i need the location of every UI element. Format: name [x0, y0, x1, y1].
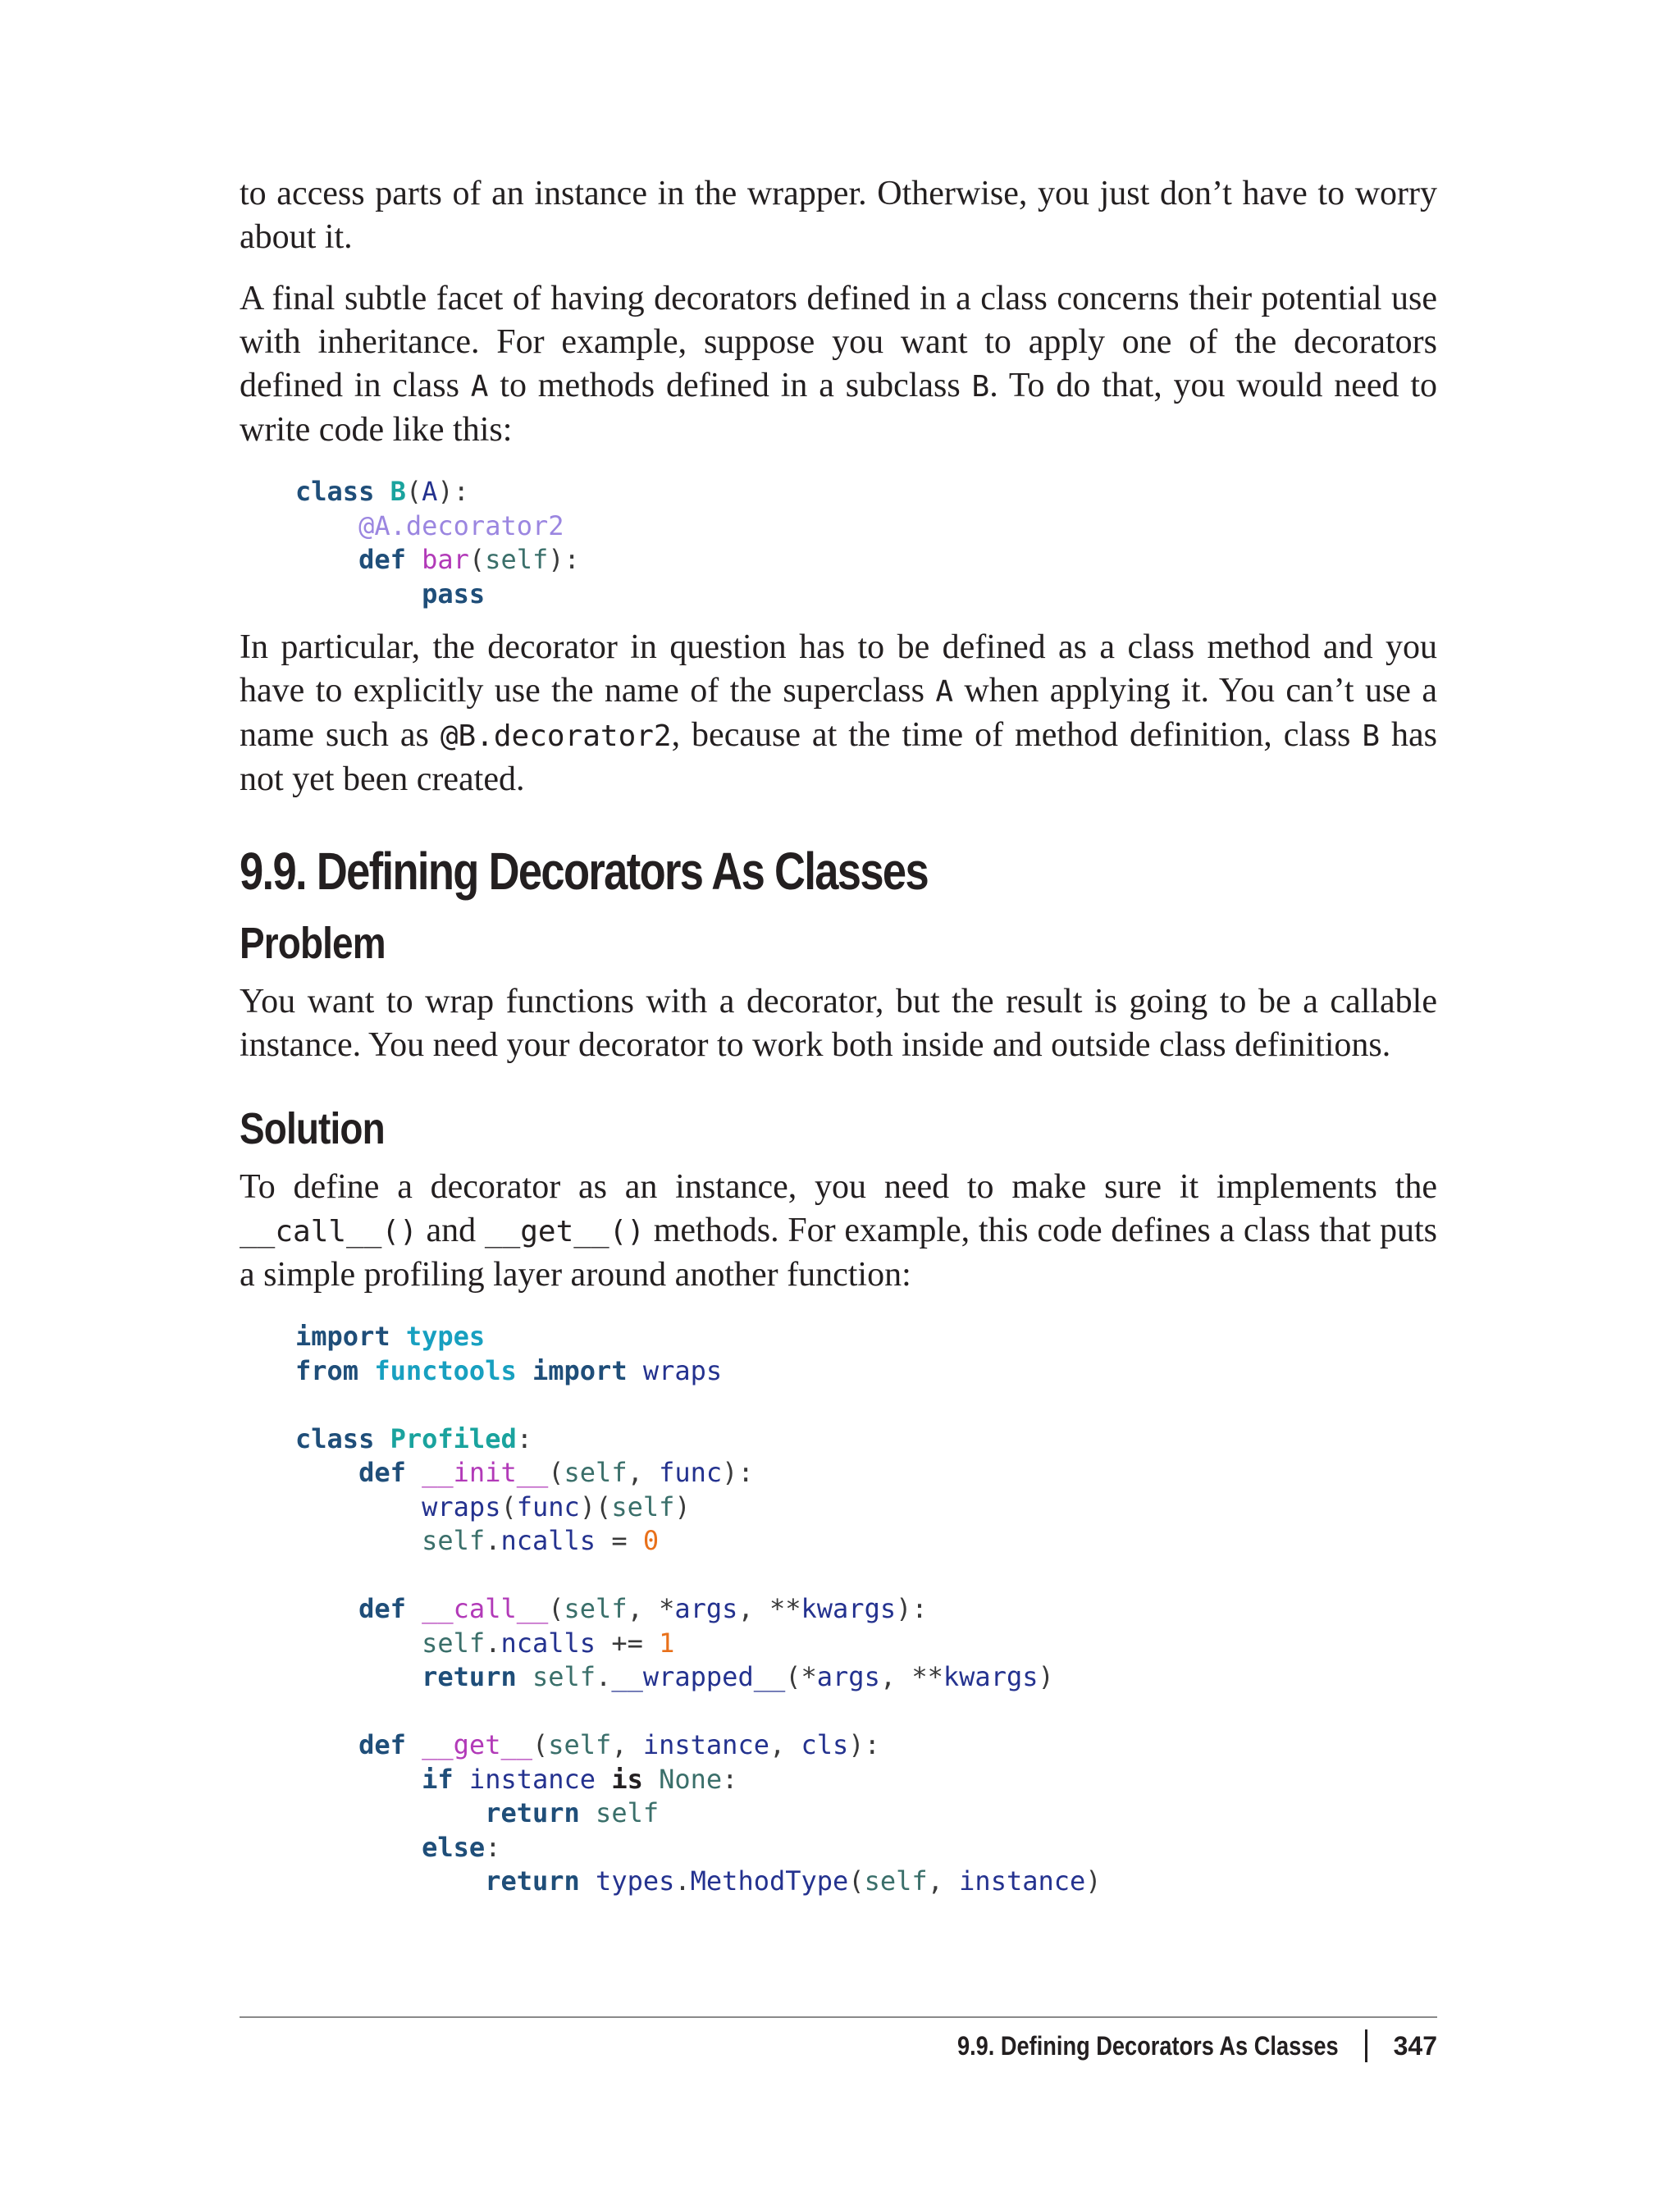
inline-code: B — [971, 370, 990, 404]
code-block-profiled: import types from functools import wraps class Profiled: def __init__(self, func): wraps(func)(self) self.ncalls = 0 def __call__(self, *args, **kwargs): self.ncalls += 1 return self.__wrapped__(*args, **kwargs) def __get__(self, instance, cls): if instance is None: return self else: return types.MethodType(self, instance) — [295, 1321, 1102, 1897]
inline-code: A — [470, 370, 489, 404]
paragraph-decorator-note: In particular, the decorator in question has to be defined as a class method and you have to explicitly use the name of the superclass A when applying it. You can’t use a name such as @B.decorator2, because at the time of method definition, class B has not yet been created. — [240, 628, 1437, 798]
footer-rule — [240, 2016, 1437, 2018]
section-title: 9.9. Defining Decorators As Classes — [240, 842, 928, 901]
page-content — [240, 172, 1437, 1899]
page-footer — [890, 2029, 1437, 2062]
solution-text: To define a decorator as an instance, you need to make sure it implements the __call__() and __get__() methods. For example, this code defines a class that puts a simple profiling layer around another function: — [240, 1168, 1437, 1294]
problem-heading: Problem — [240, 919, 386, 968]
problem-text: You want to wrap functions with a decorator, but the result is going to be a callable instance. You need your decorator to work both inside and outside class definitions. — [240, 983, 1437, 1064]
inline-code: __get__() — [484, 1215, 645, 1249]
paragraph-inheritance: A final subtle facet of having decorators defined in a class concerns their potential use with inheritance. For example, suppose you want to apply one of the decorators defined in class A to methods defined in a subclass B. To do that, you would need to write code like this: — [240, 280, 1437, 449]
paragraph-continuation: to access parts of an instance in the wrapper. Otherwise, you just don’t have to worry about it. — [240, 175, 1437, 256]
footer-section-title: 9.9. Defining Decorators As Classes — [957, 2030, 1339, 2061]
footer-separator — [1365, 2029, 1367, 2062]
inline-code: B — [1362, 719, 1381, 753]
code-block-inheritance: class B(A): @A.decorator2 def bar(self): pass — [295, 476, 580, 609]
inline-code: A — [935, 675, 954, 709]
inline-code: __call__() — [240, 1215, 418, 1249]
inline-code: @B.decorator2 — [440, 719, 672, 753]
solution-heading: Solution — [240, 1104, 385, 1153]
page-number: 347 — [1393, 2030, 1437, 2061]
